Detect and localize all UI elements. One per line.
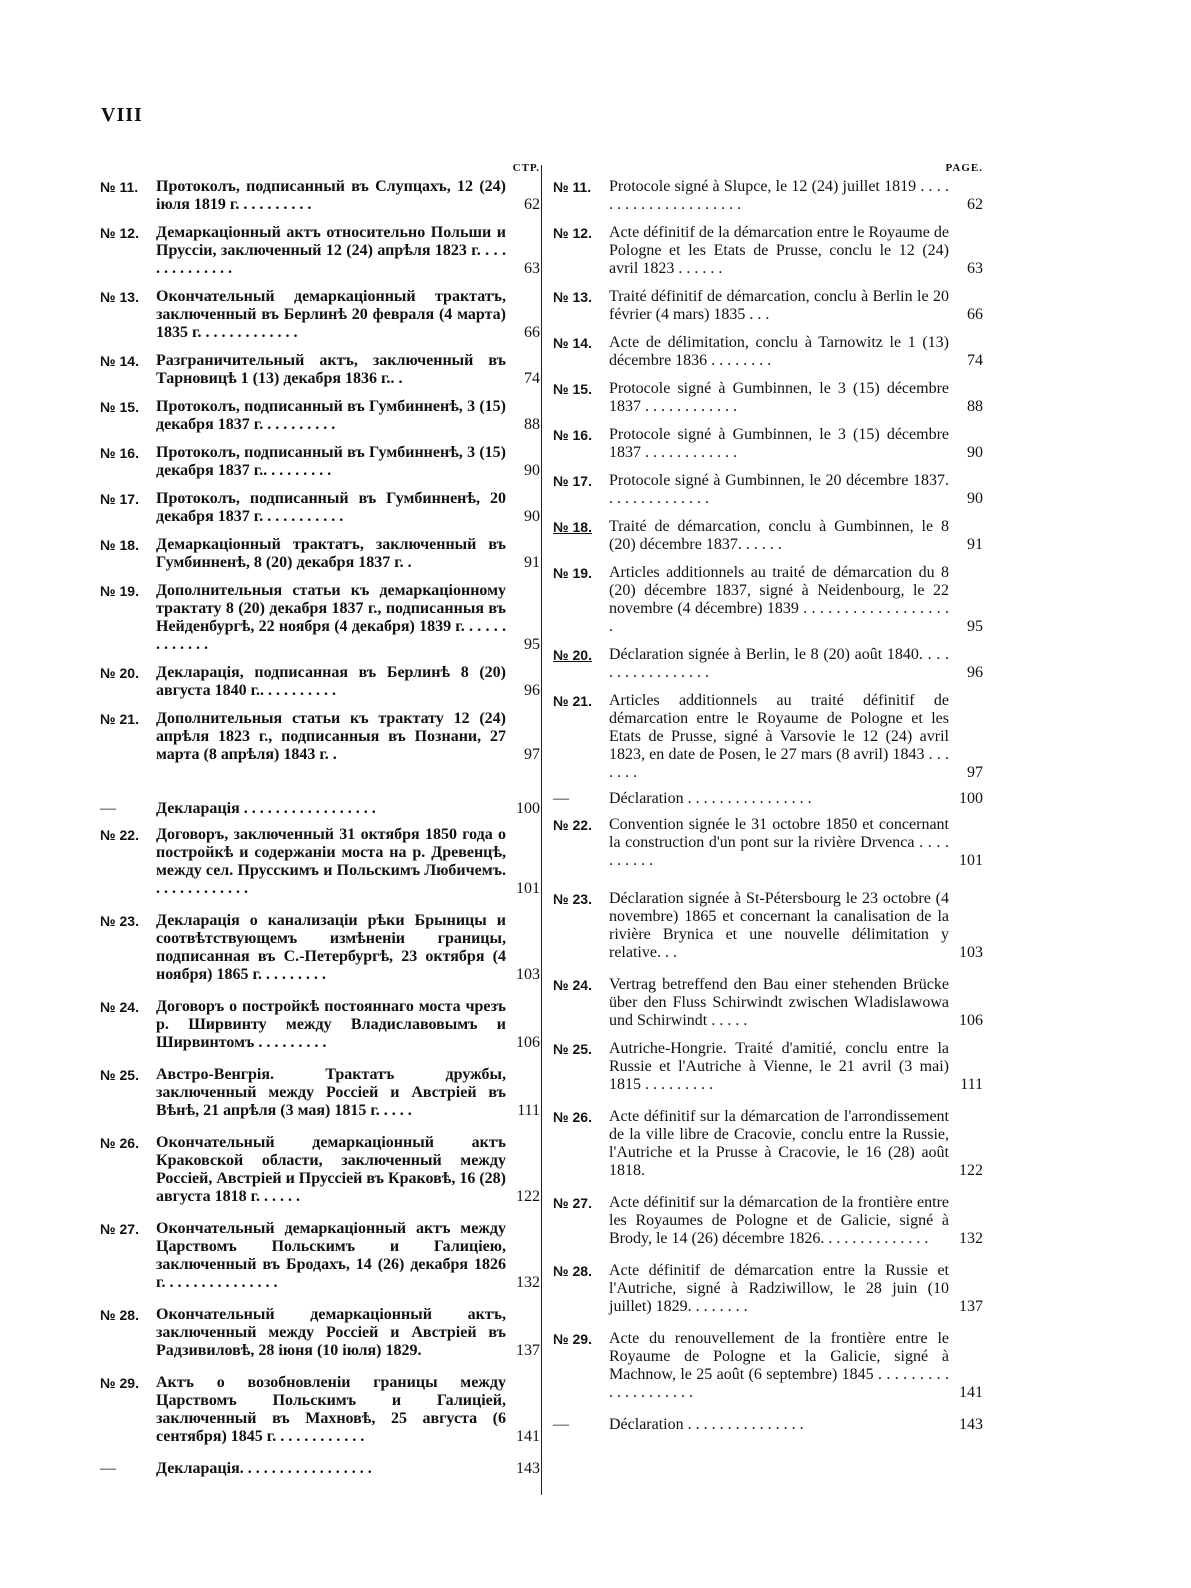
entry-page: 91 xyxy=(967,536,983,553)
toc-entry xyxy=(100,178,540,214)
entry-page: 97 xyxy=(967,764,983,781)
right-column-french xyxy=(553,162,983,1434)
entry-title: Протоколъ, подписанный въ Гумбинненѣ, 3 (15) декабря 1837 г. . . . . . . . . . xyxy=(156,398,506,433)
toc-entry xyxy=(553,472,983,508)
entry-title: Окончательный демаркаціонный трактатъ, заключенный въ Берлинѣ 20 февраля (4 марта) 1835 г. . . . . . . . . . . . . xyxy=(156,288,506,341)
entry-title: Декларація, подписанная въ Берлинѣ 8 (20) августа 1840 г.. . . . . . . . . . xyxy=(156,664,506,699)
entry-number: № 29. xyxy=(100,1375,139,1391)
entry-title: Декларація. . . . . . . . . . . . . . . . . xyxy=(156,1460,372,1477)
entry-number: № 15. xyxy=(553,381,592,397)
toc-entry xyxy=(100,536,540,572)
toc-entry xyxy=(100,444,540,480)
toc-entry xyxy=(553,890,983,962)
entry-number: № 25. xyxy=(553,1041,592,1057)
entry-page: 90 xyxy=(524,462,540,479)
entry-title: Протоколъ, подписанный въ Гумбинненѣ, 3 (15) декабря 1837 г.. . . . . . . . . xyxy=(156,444,506,479)
entry-number: № 11. xyxy=(100,179,139,195)
entry-page: 88 xyxy=(524,416,540,433)
entry-title: Протоколъ, подписанный въ Слупцахъ, 12 (24) іюля 1819 г. . . . . . . . . . xyxy=(156,178,506,213)
entry-page: 90 xyxy=(967,490,983,507)
entry-page: 95 xyxy=(524,636,540,653)
left-column-russian xyxy=(100,162,540,1478)
entry-title: Протоколъ, подписанный въ Гумбинненѣ, 20 декабря 1837 г. . . . . . . . . . . xyxy=(156,490,506,525)
entry-page: 63 xyxy=(967,260,983,277)
entry-page: 90 xyxy=(524,508,540,525)
entry-page: 74 xyxy=(524,370,540,387)
toc-entry xyxy=(100,1066,540,1120)
entry-title: Декларація о канализаціи рѣки Брыницы и соотвѣтствующемъ измѣненіи границы, подписанная въ С.-Петербургѣ, 23 октября (4 ноября) 1865 г. . . . . . . . . xyxy=(156,912,506,983)
page-number: VIII xyxy=(101,104,143,126)
entry-number: № 26. xyxy=(553,1109,592,1125)
toc-entry xyxy=(553,564,983,636)
toc-entry xyxy=(100,490,540,526)
entry-page: 101 xyxy=(959,852,983,869)
entry-page: 66 xyxy=(967,306,983,323)
toc-entry xyxy=(553,426,983,462)
entry-title: Дополнительныя статьи къ демаркаціонному трактату 8 (20) декабря 1837 г., подписанныя въ Нейденбургѣ, 22 ноября (4 декабря) 1839 г. . . . . . . . . . . . . xyxy=(156,582,506,653)
entry-title: Protocole signé à Gumbinnen, le 3 (15) décembre 1837 . . . . . . . . . . . . xyxy=(609,380,949,415)
entry-page: 91 xyxy=(524,554,540,571)
entry-title: Демаркаціонный трактатъ, заключенный въ Гумбинненѣ, 8 (20) декабря 1837 г. . xyxy=(156,536,506,571)
entry-page: 97 xyxy=(524,746,540,763)
toc-entry xyxy=(553,224,983,278)
entry-number: № 18. xyxy=(100,537,139,553)
toc-entry xyxy=(100,352,540,388)
entry-title: Traité de démarcation, conclu à Gumbinnen, le 8 (20) décembre 1837. . . . . . xyxy=(609,518,949,553)
toc-entry xyxy=(553,178,983,214)
toc-entry xyxy=(553,976,983,1030)
toc-entry xyxy=(100,1460,540,1478)
toc-entry xyxy=(100,582,540,654)
toc-entry xyxy=(100,1306,540,1360)
column-divider xyxy=(541,165,542,1495)
entry-title: Protocole signé à Slupce, le 12 (24) juillet 1819 . . . . . . . . . . . . . . . . . . . . . xyxy=(609,178,949,213)
entry-page: 137 xyxy=(516,1342,540,1359)
entry-title: Acte du renouvellement de la frontière entre le Royaume de Pologne et la Galicie, signé à Machnow, le 25 août (6 septembre) 1845 . . . . . . . . . . . . . . . . . . . . xyxy=(609,1330,949,1401)
entry-title: Дополнительныя статьи къ трактату 12 (24) апрѣля 1823 г., подписанныя въ Познани, 27 марта (8 апрѣля) 1843 г. . xyxy=(156,710,506,763)
entry-title: Articles additionnels au traité définitif de démarcation entre le Royaume de Pologne et les Etats de Prusse, signé à Varsovie le 12 (24) avril 1823, en date de Posen, le 27 mars (8 avril) 1843 . . . . . . . xyxy=(609,692,949,781)
toc-entry xyxy=(100,1220,540,1292)
toc-entry xyxy=(100,912,540,984)
toc-entry xyxy=(553,1194,983,1248)
entry-page: 103 xyxy=(516,966,540,983)
toc-entry xyxy=(553,1416,983,1434)
entry-page: 132 xyxy=(516,1274,540,1291)
entry-number: № 17. xyxy=(553,473,592,489)
entry-page: 106 xyxy=(959,1012,983,1029)
entry-number: № 24. xyxy=(100,999,139,1015)
entry-title: Acte définitif de la démarcation entre le Royaume de Pologne et les Etats de Prusse, conclu le 12 (24) avril 1823 . . . . . . xyxy=(609,224,949,277)
entry-page: 111 xyxy=(960,1076,983,1093)
toc-entry xyxy=(100,998,540,1052)
entry-title: Articles additionnels au traité de démarcation du 8 (20) décembre 1837, signé à Neidenbourg, le 22 novembre (4 décembre) 1839 . . . . . . . . . . . . . . . . . . . xyxy=(609,564,949,635)
entry-title: Декларація . . . . . . . . . . . . . . . . . xyxy=(156,800,376,817)
entry-title: Договоръ, заключенный 31 октября 1850 года о постройкѣ и содержаніи моста на р. Древенцѣ, между сел. Прусскимъ и Польскимъ Любичемъ. . . . . . . . . . . . . xyxy=(156,826,506,897)
entry-number: № 12. xyxy=(100,225,139,241)
toc-entry xyxy=(553,380,983,416)
entry-number: № 29. xyxy=(553,1331,592,1347)
entry-page: 88 xyxy=(967,398,983,415)
right-entries xyxy=(553,178,983,1434)
toc-entry xyxy=(553,518,983,554)
entry-page: 62 xyxy=(967,196,983,213)
toc-entry xyxy=(553,790,983,808)
entry-title: Vertrag betreffend den Bau einer stehenden Brücke über den Fluss Schirwindt zwischen Wladislawowa und Schirwindt . . . . . xyxy=(609,976,949,1029)
entry-title: Acte définitif sur la démarcation de l'arrondissement de la ville libre de Cracovie, conclu entre la Russie, l'Autriche et la Prusse à Cracovie, le 16 (28) août 1818. xyxy=(609,1108,949,1179)
entry-page: 74 xyxy=(967,352,983,369)
toc-entry xyxy=(100,800,540,818)
entry-number: № 19. xyxy=(100,583,139,599)
entry-page: 90 xyxy=(967,444,983,461)
entry-number: № 26. xyxy=(100,1135,139,1151)
entry-title: Acte définitif sur la démarcation de la frontière entre les Royaumes de Pologne et de Galicie, signé à Brody, le 14 (26) décembre 1826. . . . . . . . . . . . . . xyxy=(609,1194,949,1247)
left-page-header: СТР. xyxy=(512,162,540,174)
toc-entry xyxy=(553,288,983,324)
entry-number: № 25. xyxy=(100,1067,139,1083)
entry-number: — xyxy=(553,790,569,807)
toc-entry xyxy=(100,664,540,700)
entry-number: — xyxy=(100,800,116,817)
entry-title: Acte définitif de démarcation entre la Russie et l'Autriche, signé à Radziwillow, le 28 juin (10 juillet) 1829. . . . . . . . xyxy=(609,1262,949,1315)
entry-page: 62 xyxy=(524,196,540,213)
toc-entry xyxy=(553,692,983,782)
entry-number: № 14. xyxy=(553,335,592,351)
entry-number: № 21. xyxy=(553,693,592,709)
toc-entry xyxy=(553,816,983,870)
entry-title: Convention signée le 31 octobre 1850 et concernant la construction d'un pont sur la rivière Drvenca . . . . . . . . . . xyxy=(609,816,949,869)
entry-number: № 20. xyxy=(100,665,139,681)
entry-number: № 12. xyxy=(553,225,592,241)
entry-page: 66 xyxy=(524,324,540,341)
entry-number: № 28. xyxy=(553,1263,592,1279)
entry-page: 132 xyxy=(959,1230,983,1247)
toc-entry xyxy=(100,224,540,278)
entry-title: Окончательный демаркаціонный актъ, заключенный между Россіей и Австріей въ Радзивиловѣ, 28 іюня (10 іюля) 1829. xyxy=(156,1306,506,1359)
entry-title: Déclaration signée à St-Pétersbourg le 23 octobre (4 novembre) 1865 et concernant la canalisation de la rivière Brynica et une nouvelle délimitation y relative. . . xyxy=(609,890,949,961)
entry-number: № 16. xyxy=(100,445,139,461)
toc-entry xyxy=(100,398,540,434)
entry-number: № 22. xyxy=(100,827,139,843)
entry-number: № 11. xyxy=(553,179,592,195)
toc-entry xyxy=(100,1134,540,1206)
entry-title: Déclaration signée à Berlin, le 8 (20) août 1840. . . . . . . . . . . . . . . . . xyxy=(609,646,949,681)
entry-number: № 18. xyxy=(553,519,592,535)
toc-entry xyxy=(553,1040,983,1094)
entry-title: Актъ о возобновленіи границы между Царствомъ Польскимъ и Галиціей, заключенный въ Махновѣ, 25 августа (6 сентября) 1845 г. . . . . . . . . . . . xyxy=(156,1374,506,1445)
entry-number: № 23. xyxy=(553,891,592,907)
toc-entry xyxy=(100,710,540,764)
entry-page: 106 xyxy=(516,1034,540,1051)
entry-number: № 23. xyxy=(100,913,139,929)
entry-page: 63 xyxy=(524,260,540,277)
entry-number: № 22. xyxy=(553,817,592,833)
entry-number: № 27. xyxy=(553,1195,592,1211)
entry-number: — xyxy=(100,1460,116,1477)
entry-page: 141 xyxy=(516,1428,540,1445)
entry-page: 96 xyxy=(967,664,983,681)
entry-page: 122 xyxy=(516,1188,540,1205)
entry-number: — xyxy=(553,1416,569,1433)
entry-title: Окончательный демаркаціонный актъ Краковской области, заключенный между Россіей, Австріей и Пруссіей въ Краковѣ, 16 (28) августа 1818 г. . . . . . xyxy=(156,1134,506,1205)
entry-page: 137 xyxy=(959,1298,983,1315)
entry-page: 141 xyxy=(959,1384,983,1401)
entry-page: 122 xyxy=(959,1162,983,1179)
toc-entry xyxy=(100,288,540,342)
right-page-header: PAGE. xyxy=(945,162,983,174)
entry-number: № 15. xyxy=(100,399,139,415)
entry-title: Окончательный демаркаціонный актъ между Царствомъ Польскимъ и Галиціею, заключенный въ Бродахъ, 14 (26) декабря 1826 г. . . . . . . . . . . . . . . xyxy=(156,1220,506,1291)
entry-title: Демаркаціонный актъ относительно Польши и Пруссіи, заключенный 12 (24) апрѣля 1823 г. . . . . . . . . . . . . . xyxy=(156,224,506,277)
entry-page: 95 xyxy=(967,618,983,635)
entry-number: № 16. xyxy=(553,427,592,443)
entry-number: № 28. xyxy=(100,1307,139,1323)
entry-title: Acte de délimitation, conclu à Tarnowitz le 1 (13) décembre 1836 . . . . . . . . xyxy=(609,334,949,369)
toc-entry xyxy=(553,1108,983,1180)
entry-page: 143 xyxy=(516,1460,540,1477)
entry-number: № 19. xyxy=(553,565,592,581)
left-entries xyxy=(100,178,540,1478)
entry-number: № 14. xyxy=(100,353,139,369)
entry-title: Traité définitif de démarcation, conclu à Berlin le 20 février (4 mars) 1835 . . . xyxy=(609,288,949,323)
entry-title: Австро-Венгрія. Трактатъ дружбы, заключенный между Россіей и Австріей въ Вѣнѣ, 21 апрѣля (3 мая) 1815 г. . . . . xyxy=(156,1066,506,1119)
toc-entry xyxy=(100,1374,540,1446)
entry-number: № 24. xyxy=(553,977,592,993)
entry-number: № 20. xyxy=(553,647,592,663)
entry-title: Protocole signé à Gumbinnen, le 20 décembre 1837. . . . . . . . . . . . . . xyxy=(609,472,949,507)
entry-page: 111 xyxy=(517,1102,540,1119)
entry-page: 101 xyxy=(516,880,540,897)
entry-page: 100 xyxy=(959,790,983,807)
entry-number: № 13. xyxy=(100,289,139,305)
entry-page: 143 xyxy=(959,1416,983,1433)
entry-title: Déclaration . . . . . . . . . . . . . . . xyxy=(609,1416,804,1433)
toc-entry xyxy=(553,334,983,370)
toc-entry xyxy=(553,1330,983,1402)
entry-number: № 17. xyxy=(100,491,139,507)
entry-number: № 21. xyxy=(100,711,139,727)
entry-page: 100 xyxy=(516,800,540,817)
toc-entry xyxy=(553,1262,983,1316)
toc-entry xyxy=(553,646,983,682)
entry-title: Договоръ о постройкѣ постояннаго моста чрезъ р. Ширвинту между Владиславовымъ и Ширвинтомъ . . . . . . . . . xyxy=(156,998,506,1051)
entry-page: 96 xyxy=(524,682,540,699)
entry-title: Protocole signé à Gumbinnen, le 3 (15) décembre 1837 . . . . . . . . . . . . xyxy=(609,426,949,461)
entry-number: № 27. xyxy=(100,1221,139,1237)
entry-number: № 13. xyxy=(553,289,592,305)
entry-title: Déclaration . . . . . . . . . . . . . . . . xyxy=(609,790,812,807)
entry-page: 103 xyxy=(959,944,983,961)
entry-title: Разграничительный актъ, заключенный въ Тарновицѣ 1 (13) декабря 1836 г.. . xyxy=(156,352,506,387)
entry-title: Autriche-Hongrie. Traité d'amitié, conclu entre la Russie et l'Autriche à Vienne, le 21 avril (3 mai) 1815 . . . . . . . . . xyxy=(609,1040,949,1093)
toc-entry xyxy=(100,826,540,898)
